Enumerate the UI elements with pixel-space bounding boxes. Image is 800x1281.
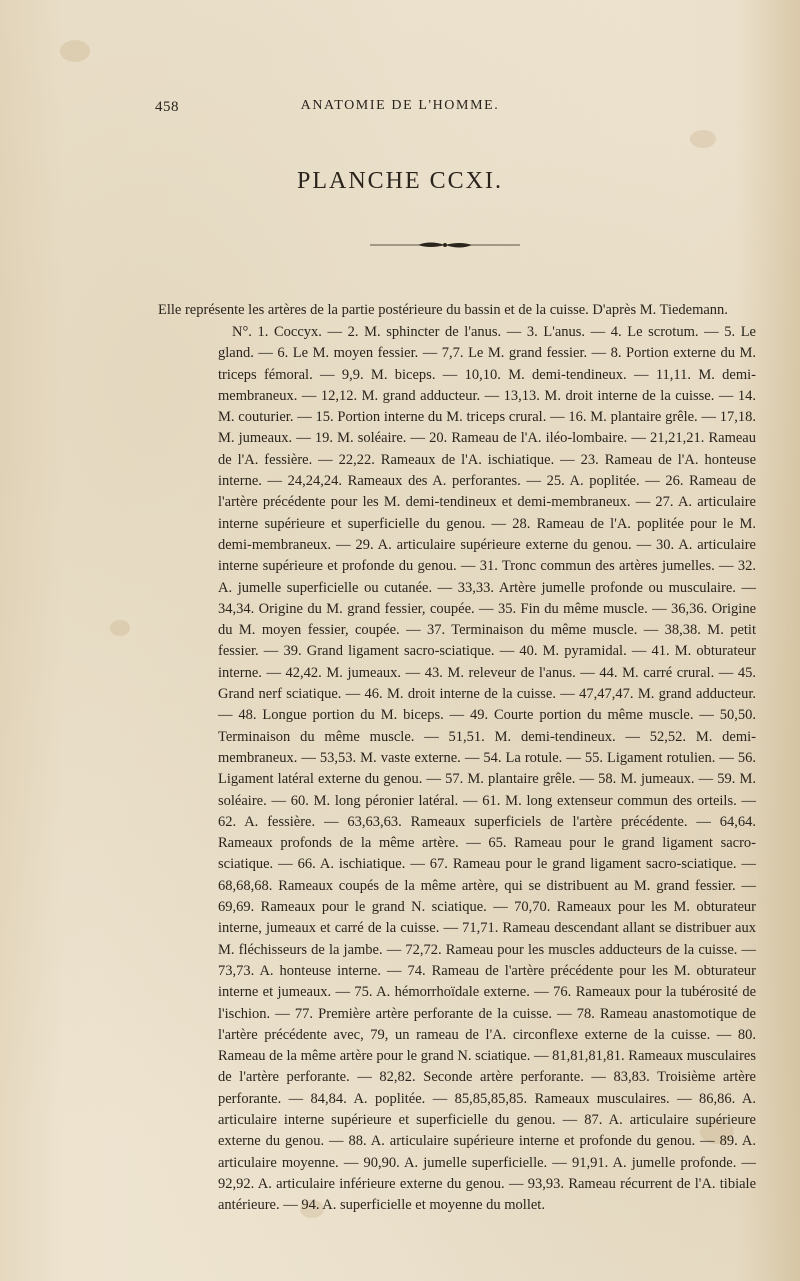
foxing-spot: [690, 130, 716, 148]
ornament-rule-icon: [370, 240, 520, 250]
running-head: ANATOMIE DE L'HOMME.: [300, 98, 500, 113]
plate-description: Elle représente les artères de la partie postérieure du bassin et de la cuisse. D'après M. Tiedemann.: [158, 302, 728, 318]
page-number: 458: [155, 99, 179, 115]
plate-title: PLANCHE CCXI.: [296, 168, 503, 194]
figure-legend: N°. 1. Coccyx. — 2. M. sphincter de l'anus. — 3. L'anus. — 4. Le scrotum. — 5. Le gland. — 6. Le M. moyen fessier. — 7,7. Le M. grand fessier. — 8. Portion externe du M. triceps fémoral. — 9,9. M. biceps. — 10,10. M. demi-tendineux. — 11,11. M. demi-membraneux. — 12,12. M. grand adducteur. — 13,13. M. droit interne de la cuisse. — 14. M. couturier. — 15. Portion interne du M. triceps crural. — 16. M. plantaire grêle. — 17,18. M. jumeaux. — 19. M. soléaire. — 20. Rameau de l'A. iléo-lombaire. — 21,21,21. Rameau de l'A. fessière. — 22,22. Rameaux de l'A. ischiatique. — 23. Rameau de l'A. honteuse interne. — 24,24,24. Rameaux des A. perforantes. — 25. A. poplitée. — 26. Rameau de l'artère précédente pour les M. demi-tendineux et demi-membraneux. — 27. A. articulaire interne supérieure et superficielle du genou. — 28. Rameau de l'A. poplitée pour le M. demi-membraneux. — 29. A. articulaire supérieure externe du genou. — 30. A. articulaire interne supérieure et profonde du genou. — 31. Tronc commun des artères jumelles. — 32. A. jumelle superficielle ou cutanée. — 33,33. Artère jumelle profonde ou musculaire. — 34,34. Origine du M. grand fessier, coupée. — 35. Fin du même muscle. — 36,36. Origine du M. moyen fessier, coupée. — 37. Terminaison du même muscle. — 38,38. M. petit fessier. — 39. Grand ligament sacro-sciatique. — 40. M. pyramidal. — 41. M. obturateur interne. — 42,42. M. jumeaux. — 43. M. releveur de l'anus. — 44. M. carré crural. — 45. Grand nerf sciatique. — 46. M. droit interne de la cuisse. — 47,47,47. M. grand adducteur. — 48. Longue portion du M. biceps. — 49. Courte portion du même muscle. — 50,50. Terminaison du même muscle. — 51,51. M. demi-tendineux. — 52,52. M. demi-membraneux. — 53,53. M. vaste externe. — 54. La rotule. — 55. Ligament rotulien. — 56. Ligament latéral externe du genou. — 57. M. plantaire grêle. — 58. M. jumeaux. — 59. M. soléaire. — 60. M. long péronier latéral. — 61. M. long extenseur commun des orteils. — 62. A. fessière. — 63,63,63. Rameaux superficiels de l'artère précédente. — 64,64. Rameaux profonds de la même artère. — 65. Rameau pour le grand ligament sacro-sciatique. — 66. A. ischiatique. — 67. Rameau pour le grand ligament sacro-sciatique. — 68,68,68. Rameaux coupés de la même artère, qui se distribuent au M. grand fessier. — 69,69. Rameaux pour le grand N. sciatique. — 70,70. Rameaux pour les M. obturateur interne, jumeaux et carré de la cuisse. — 71,71. Rameau descendant allant se distribuer aux M. fléchisseurs de la jambe. — 72,72. Rameau pour les muscles adducteurs de la cuisse. — 73,73. A. honteuse interne. — 74. Rameau de l'artère précédente pour les M. obturateur interne et jumeaux. — 75. A. hémorrhoïdale externe. — 76. Rameaux pour la tubérosité de l'ischion. — 77. Première artère perforante de la cuisse. — 78. Rameau anastomotique de l'artère précédente avec, 79, un rameau de l'A. circonflexe externe de la cuisse. — 80. Rameau de la même artère pour le grand N. sciatique. — 81,81,81,81. Rameaux musculaires de l'artère perforante. — 82,82. Seconde artère perforante. — 83,83. Troisième artère perforante. — 84,84. A. poplitée. — 85,85,85,85. Rameaux musculaires. — 86,86. A. articulaire interne supérieure et superficielle du genou. — 87. A. articulaire supérieure externe du genou. — 88. A. articulaire supérieure interne et profonde du genou. — 89. A. articulaire moyenne. — 90,90. A. jumelle superficielle. — 91,91. A. jumelle profonde. — 92,92. A. articulaire inférieure externe du genou. — 93,93. Rameau récurrent de l'A. tibiale antérieure. — 94. A. superficielle et moyenne du mollet.: [218, 324, 756, 1214]
foxing-spot: [110, 620, 130, 636]
foxing-spot: [60, 40, 90, 62]
